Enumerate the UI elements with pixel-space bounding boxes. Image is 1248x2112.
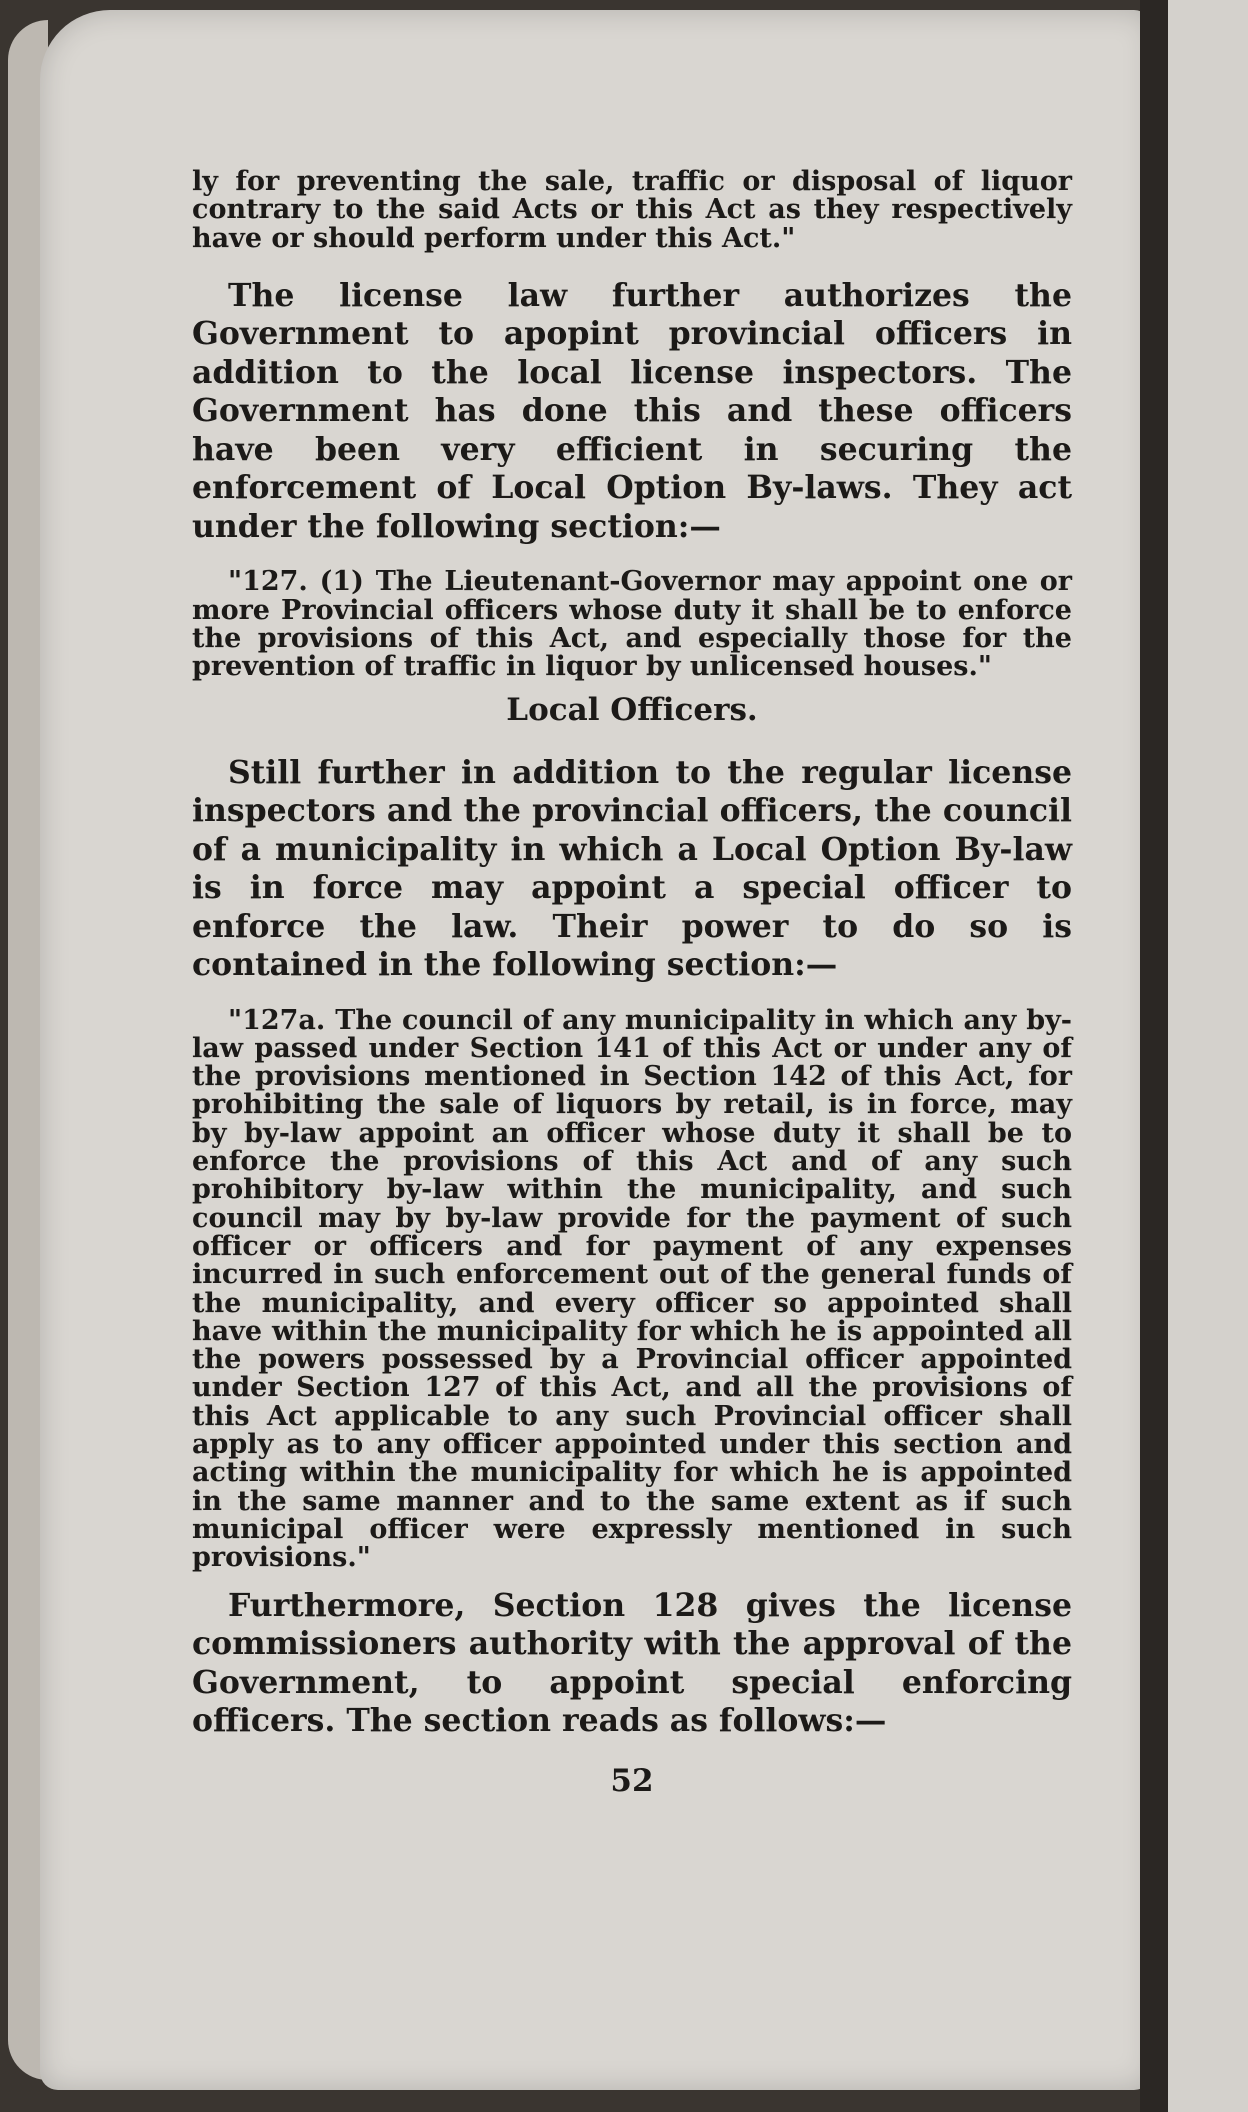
adjacent-page-edge [1168,0,1248,2112]
paragraph-section-128: Furthermore, Section 128 gives the license commissioners authority with the approval of the Government, to appoint special enforcing officers. The section reads as follows:— [192,1586,1072,1740]
paragraph-local-officers: Still further in addition to the regular license inspectors and the provincial officers, the council of a municipality in which a Local Option By-law is in force may appoint a special officer to enforce the law. Their power to do so is contained in the following section:— [192,753,1072,984]
book-gutter [1140,0,1168,2112]
paragraph-provincial-officers: The license law further authorizes the Government to apopint provincial officers in addition to the local license inspectors. The Government has done this and these officers have been very efficient in securing the enforcement of Local Option By-laws. They act under the following section:— [192,276,1072,545]
section-heading: Local Officers. [506,691,758,728]
continued-quote: ly for preventing the sale, traffic or disposal of liquor contrary to the said Acts or this Act as they respectively have or should perform under this Act." [192,166,1072,254]
quote-section-127a: "127a. The council of any municipality in which any by-law passed under Section 141 of this Act or under any of the provisions mentioned in Section 142 of this Act, for prohibiting the sale of liquors by retail, is in force, may by by-law appoint an officer whose duty it shall be to enforce the provisions of this Act and of any such prohibitory by-law within the municipality, and such council may by by-law provide for the payment of such officer or officers and for payment of any expenses incurred in such enforcement out of the general funds of the municipality, and every officer so appointed shall have within the municipality for which he is appointed all the powers possessed by a Provincial officer appointed under Section 127 of this Act, and all the provisions of this Act applicable to any such Provincial officer shall apply as to any officer appointed under this section and acting within the municipality for which he is appointed in the same manner and to the same extent as if such municipal officer were expressly mentioned in such provisions." [192,1004,1072,1574]
page-text [192,168,1072,1799]
page-number: 52 [610,1762,654,1799]
quote-section-127: "127. (1) The Lieutenant-Governor may appoint one or more Provincial officers whose duty it shall be to enforce the provisions of this Act, and especially those for the prevention of traffic in liquor by unlicensed houses." [192,566,1072,683]
